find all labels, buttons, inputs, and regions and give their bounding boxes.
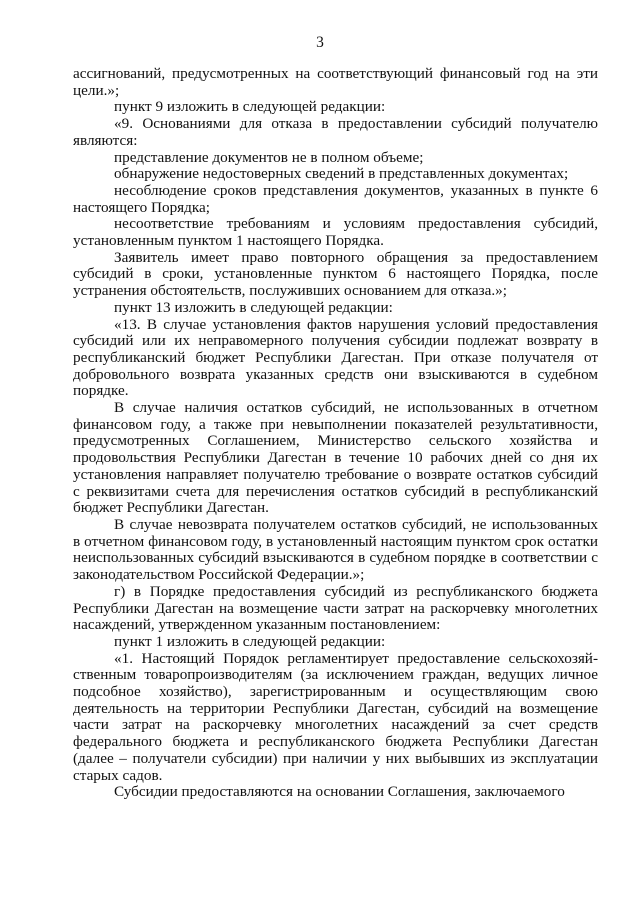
paragraph: обнаружение недостоверных сведений в представленных документах; (114, 165, 569, 183)
paragraph: ассигнований, предусмотренных на соответствующий финансовый год на эти цели.»; (73, 65, 598, 99)
paragraph: Заявитель имеет право повторного обращения за предоставлением субсидий в сроки, установленные пунктом 6 настоящего Порядка, после устранения обстоятельств, послуживших основанием для отказа.»; (73, 248, 598, 300)
paragraph: В случае наличия остатков субсидий, не использованных в отчетном финансовом году, а также при невыполнении показателей результативности, предусмотренных Соглашением, Министерство сельского хозяйства и продовольствия Республики Дагестан в течение 10 рабочих дней со дня их установления направляет получателю требование о возврате остатков субсидий с реквизитами счета для перечисления остатков субсидий в республиканский бюджет Республики Дагестан. (73, 399, 598, 517)
paragraph: «1. Настоящий Порядок регламентирует предоставление сельскохозяйственным товаропроизводителям (за исключением граждан, ведущих личное подсобное хозяйство), зарегистрированным и осуществляющим свою деятельность на территории Республики Дагестан, субсидий на возмещение части затрат на раскорчевку многолетних насаждений за счет средств федерального бюджета и республиканского бюджета Республики Дагестан (далее – получатели субсидии) при наличии у них выбывших из эксплуатации старых садов. (73, 649, 598, 784)
document-body (73, 66, 598, 801)
page-number: 3 (316, 34, 324, 51)
paragraph: «13. В случае установления фактов нарушения условий предоставления субсидий или их неправомерного получения субсидии подлежат возврату в республиканский бюджет Республики Дагестан. При отказе получателя от добровольного возврата указанных средств они взыскиваются в судебном порядке. (73, 315, 598, 400)
paragraph: представление документов не в полном объеме; (114, 148, 424, 166)
paragraph: пункт 9 изложить в следующей редакции: (114, 98, 386, 116)
paragraph: В случае невозврата получателем остатков субсидий, не использованных в отчетном финансовом году, в установленный настоящим пунктом срок остатки неиспользованных субсидий взыскиваются в судебном порядке в соответствии с законодательством Российской Федерации.»; (73, 515, 598, 584)
paragraph: «9. Основаниями для отказа в предоставлении субсидий получателю являются: (73, 115, 598, 149)
paragraph: пункт 1 изложить в следующей редакции: (114, 632, 386, 650)
paragraph: несоблюдение сроков представления документов, указанных в пункте 6 настоящего Порядка; (73, 181, 598, 216)
paragraph: г) в Порядке предоставления субсидий из республиканского бюджета Республики Дагестан на возмещение части затрат на раскорчевку многолетних насаждений, утвержденном указанным постановлением: (73, 582, 598, 634)
paragraph: Субсидии предоставляются на основании Соглашения, заключаемого (114, 783, 565, 801)
paragraph: несоответствие требованиям и условиям предоставления субсидий, установленным пунктом 1 настоящего Порядка. (73, 215, 598, 250)
paragraph: пункт 13 изложить в следующей редакции: (114, 298, 393, 316)
